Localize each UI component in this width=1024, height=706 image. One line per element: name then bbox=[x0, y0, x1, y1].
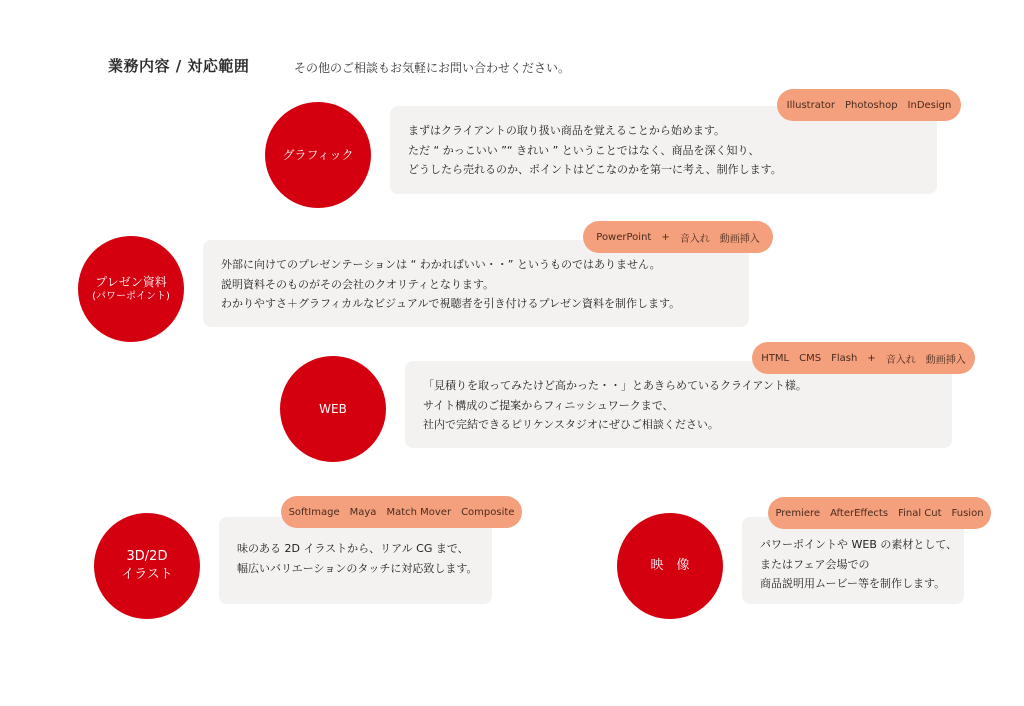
tool-label: Composite bbox=[461, 506, 515, 518]
description-line: 外部に向けてのプレゼンテーションは “ わかればいい・・” というものではありません。 bbox=[221, 258, 661, 271]
illust-circle bbox=[94, 513, 200, 619]
service-name: プレゼン資料 bbox=[95, 275, 167, 290]
tool-label: 音入れ bbox=[679, 233, 710, 245]
web-description bbox=[405, 361, 952, 448]
description-line: 「見積りを取ってみたけど高かった・・」とあきらめているクライアント様。 bbox=[423, 379, 807, 392]
service-name: WEB bbox=[319, 401, 347, 416]
description-line: 味のある 2D イラストから、リアル CG まで、 bbox=[237, 542, 469, 555]
tool-label: InDesign bbox=[907, 99, 952, 111]
page-subtitle: その他のご相談もお気軽にお問い合わせください。 bbox=[294, 61, 571, 75]
tool-label: PowerPoint bbox=[596, 231, 652, 243]
tool-label: 音入れ bbox=[885, 354, 916, 366]
service-name: イラスト bbox=[121, 567, 173, 582]
description-line: ただ “ かっこいい ”“ きれい ” ということではなく、商品を深く知り、 bbox=[408, 143, 760, 157]
tool-label: SoftImage bbox=[288, 506, 340, 518]
service-name: グラフィック bbox=[282, 147, 354, 162]
service-name: 3D/2D bbox=[126, 549, 168, 565]
presentation-circle bbox=[78, 236, 184, 342]
web-circle bbox=[280, 356, 386, 462]
web-tools-tag bbox=[752, 342, 975, 374]
graphic-tools-tag bbox=[777, 89, 961, 121]
graphic-circle bbox=[265, 102, 371, 208]
description-line: 説明資料そのものがその会社のクオリティとなります。 bbox=[221, 277, 495, 291]
tool-label: Final Cut bbox=[898, 507, 942, 519]
description-line: パワーポイントや WEB の素材として、 bbox=[760, 538, 958, 551]
description-line: 商品説明用ムービー等を制作します。 bbox=[760, 577, 946, 590]
tool-label: Illustrator bbox=[786, 99, 835, 111]
tool-label: + bbox=[661, 231, 670, 243]
tool-label: 動画挿入 bbox=[719, 233, 760, 245]
tool-label: HTML bbox=[761, 352, 790, 364]
tool-label: Maya bbox=[349, 506, 377, 518]
description-line: 社内で完結できるピリケンスタジオにぜひご相談ください。 bbox=[423, 418, 719, 431]
video-tools-tag bbox=[768, 497, 991, 529]
presentation-tools-tag bbox=[583, 221, 773, 253]
illust-tools-tag bbox=[281, 496, 522, 528]
page-title: 業務内容 / 対応範囲 bbox=[108, 57, 250, 75]
description-line: またはフェア会場での bbox=[760, 557, 870, 571]
presentation-description bbox=[203, 240, 749, 327]
description-line: わかりやすさ＋グラフィカルなビジュアルで視聴者を引き付けるプレゼン資料を制作します。 bbox=[221, 297, 681, 310]
description-line: サイト構成のご提案からフィニッシュワークまで、 bbox=[423, 398, 674, 412]
tool-label: AfterEffects bbox=[830, 507, 889, 519]
description-line: 幅広いバリエーションのタッチに対応致します。 bbox=[237, 561, 478, 575]
tool-label: Premiere bbox=[775, 507, 821, 519]
video-description bbox=[742, 517, 964, 604]
illust-description bbox=[219, 517, 492, 604]
tool-label: CMS bbox=[799, 352, 822, 364]
tool-label: 動画挿入 bbox=[925, 354, 966, 366]
service-name-sub: (パワーポイント) bbox=[92, 291, 170, 303]
tool-label: + bbox=[867, 352, 876, 364]
tool-label: Flash bbox=[831, 352, 858, 364]
description-line: まずはクライアントの取り扱い商品を覚えることから始めます。 bbox=[408, 124, 726, 137]
description-line: どうしたら売れるのか、ポイントはどこなのかを第一に考え、制作します。 bbox=[408, 163, 782, 176]
service-name: 映 像 bbox=[650, 558, 690, 574]
video-circle bbox=[617, 513, 723, 619]
tool-label: Photoshop bbox=[845, 99, 898, 111]
tool-label: Fusion bbox=[951, 507, 984, 519]
tool-label: Match Mover bbox=[386, 506, 452, 518]
